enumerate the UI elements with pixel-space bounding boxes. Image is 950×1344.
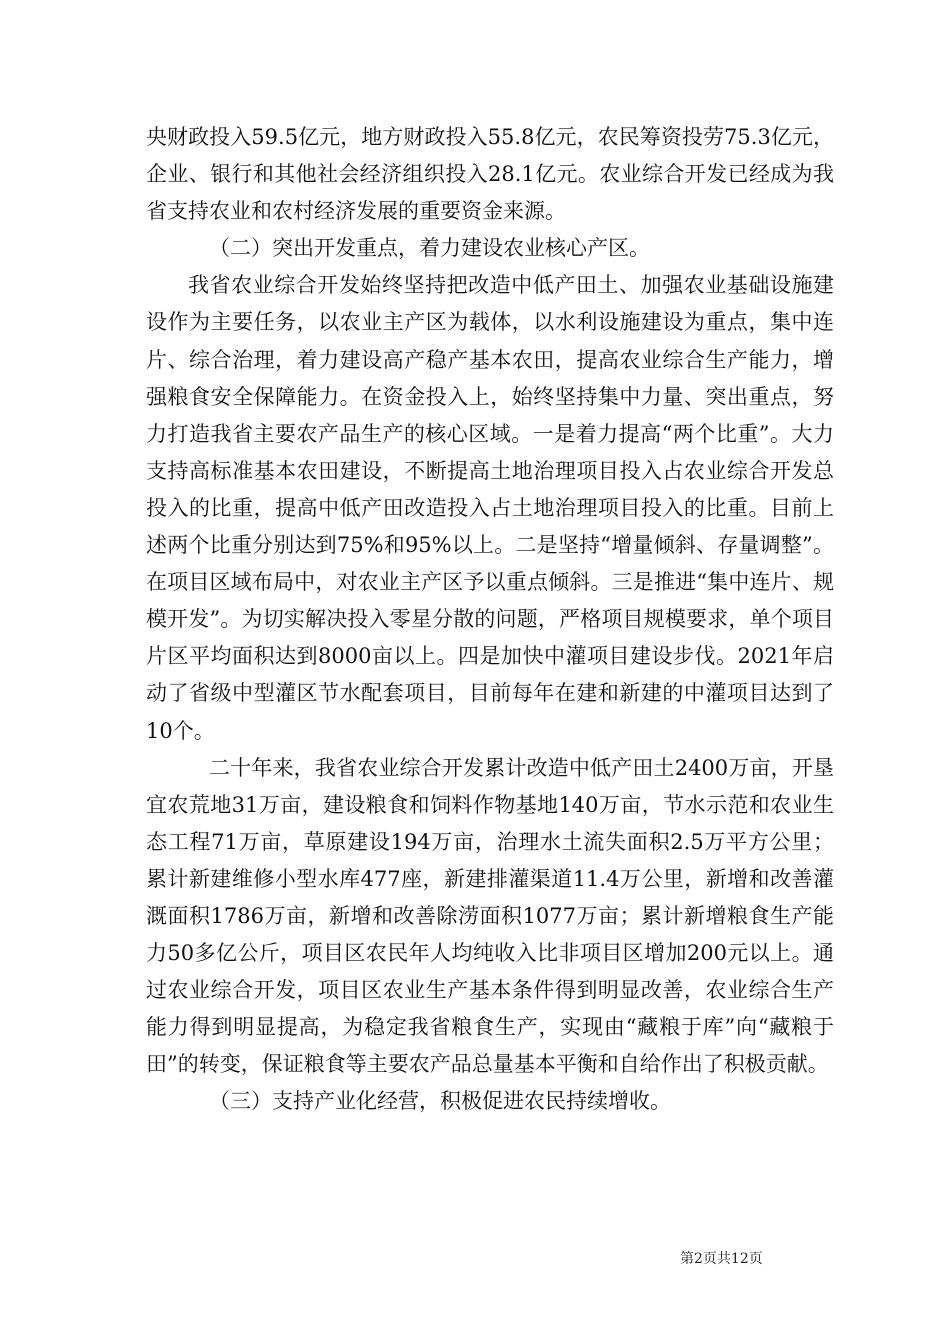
section-heading-three: （三）支持产业化经营，积极促进农民持续增收。 [209,1089,671,1114]
page-number: 第2页共12页 [680,1251,763,1267]
paragraph-twenty-years: 二十年来，我省农业综合开发累计改造中低产田土2400万亩，开垦宜农荒地31万亩，建设粮食和饲料作物基地140万亩，节水示范和农业生态工程71万亩，草原建设194万亩，治理水土流失面积2.5万平方公里；累计新建维修小型水库477座，新建排灌渠道11.4万公里，新增和改善灌溉面积1786万亩，新增和改善除涝面积1077万亩；累计新增粮食生产能力50多亿公斤，项目区农民年人均纯收入比非项目区增加200元以上。通过农业综合开发，项目区农业生产基本条件得到明显改善，农业综合生产能力得到明显提高，为稳定我省粮食生产，实现由“藏粮于库”向“藏粮于田”的转变，保证粮食等主要农产品总量基本平衡和自给作出了积极贡献。 [146,755,834,1077]
paragraph-core-areas: 我省农业综合开发始终坚持把改造中低产田土、加强农业基础设施建设作为主要任务，以农业主产区为载体，以水利设施建设为重点，集中连片、综合治理，着力建设高产稳产基本农田，提高农业综合生产能力，增强粮食安全保障能力。在资金投入上，始终坚持集中力量、突出重点，努力打造我省主要农产品生产的核心区域。一是着力提高“两个比重”。大力支持高标准基本农田建设，不断提高土地治理项目投入占农业综合开发总投入的比重，提高中低产田改造投入占土地治理项目投入的比重。目前上述两个比重分别达到75%和95%以上。二是坚持“增量倾斜、存量调整”。在项目区域布局中，对农业主产区予以重点倾斜。三是推进“集中连片、规模开发”。为切实解决投入零星分散的问题，严格项目规模要求，单个项目片区平均面积达到8000亩以上。四是加快中灌项目建设步伐。2021年启动了省级中型灌区节水配套项目，目前每年在建和新建的中灌项目达到了10个。 [146,273,834,743]
section-heading-two: （二）突出开发重点，着力建设农业核心产区。 [209,236,650,261]
document-body [146,119,834,1121]
paragraph-continuation: 央财政投入59.5亿元，地方财政投入55.8亿元，农民筹资投劳75.3亿元，企业、银行和其他社会经济组织投入28.1亿元。农业综合开发已经成为我省支持农业和农村经济发展的重要资金来源。 [146,125,834,224]
